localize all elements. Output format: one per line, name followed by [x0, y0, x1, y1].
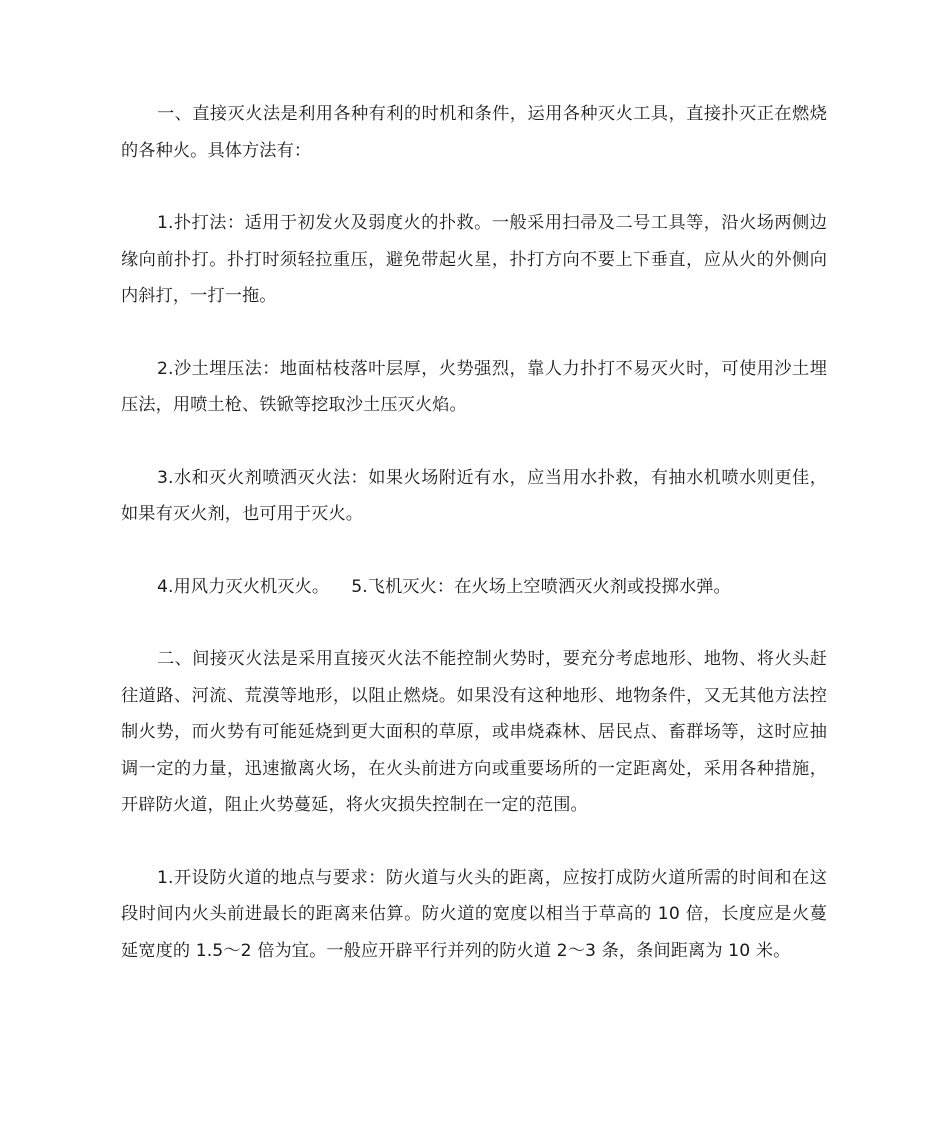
paragraph-soil-burying-method: 2.沙土埋压法：地面枯枝落叶层厚，火势强烈，靠人力扑打不易灭火时，可使用沙土埋压法，用喷土枪、铁锨等挖取沙土压灭火焰。 — [121, 358, 827, 415]
aircraft-item: 5.飞机灭火：在火场上空喷洒灭火剂或投掷水弹。 — [351, 576, 731, 597]
document-page — [121, 96, 827, 1005]
wind-blower-item: 4.用风力灭火机灭火。 — [157, 576, 330, 597]
paragraph-direct-method: 一、直接灭火法是利用各种有利的时机和条件，运用各种灭火工具，直接扑灭正在燃烧的各种火。具体方法有： — [121, 104, 827, 161]
paragraph-beating-method: 1.扑打法：适用于初发火及弱度火的扑救。一般采用扫帚及二号工具等，沿火场两侧边缘向前扑打。扑打时须轻拉重压，避免带起火星，扑打方向不要上下垂直，应从火的外侧向内斜打，一打一拖。 — [121, 213, 827, 306]
paragraph-indirect-method: 二、间接灭火法是采用直接灭火法不能控制火势时，要充分考虑地形、地物、将火头赶往道路、河流、荒漠等地形，以阻止燃烧。如果没有这种地形、地物条件，又无其他方法控制火势，而火势有可能延烧到更大面积的草原，或串烧森林、居民点、畜群场等，这时应抽调一定的力量，迅速撤离火场，在火头前进方向或重要场所的一定距离处，采用各种措施，开辟防火道，阻止火势蔓延，将火灾损失控制在一定的范围。 — [121, 649, 827, 815]
paragraph-wind-and-aircraft — [121, 569, 827, 606]
paragraph-water-spray-method: 3.水和灭火剂喷洒灭火法：如果火场附近有水，应当用水扑救，有抽水机喷水则更佳，如果有灭火剂，也可用于灭火。 — [121, 467, 827, 524]
paragraph-firebreak-requirements: 1.开设防火道的地点与要求：防火道与火头的距离，应按打成防火道所需的时间和在这段时间内火头前进最长的距离来估算。防火道的宽度以相当于草高的 10 倍，长度应是火蔓延宽度的 1.5～2 倍为宜。一般应开辟平行并列的防火道 2～3 条，条间距离为 10 米。 — [121, 867, 827, 961]
